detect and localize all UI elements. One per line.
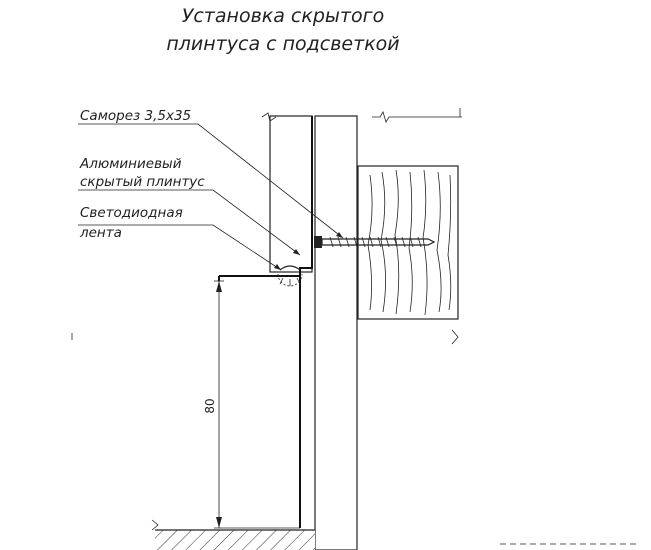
leader-lines [78,124,343,270]
wood-beam [358,166,458,319]
callout-plinth-line-1: Алюминиевый [80,156,182,172]
dimension-value: 80 [203,398,217,414]
break-marks [262,108,462,344]
dimension-80 [203,281,300,528]
callout-plinth-line-2: скрытый плинтус [80,174,205,190]
aluminum-plinth [219,116,312,528]
title-line-1: Установка скрытого [181,5,385,27]
screw [314,236,434,248]
callout-led-line-1: Светодиодная [80,205,183,221]
floor-slab [152,520,640,550]
title-line-2: плинтуса с подсветкой [166,33,400,55]
concrete-wall [315,116,357,550]
callout-screw: Саморез 3,5х35 [80,108,192,124]
callout-led-line-2: лента [80,225,122,241]
